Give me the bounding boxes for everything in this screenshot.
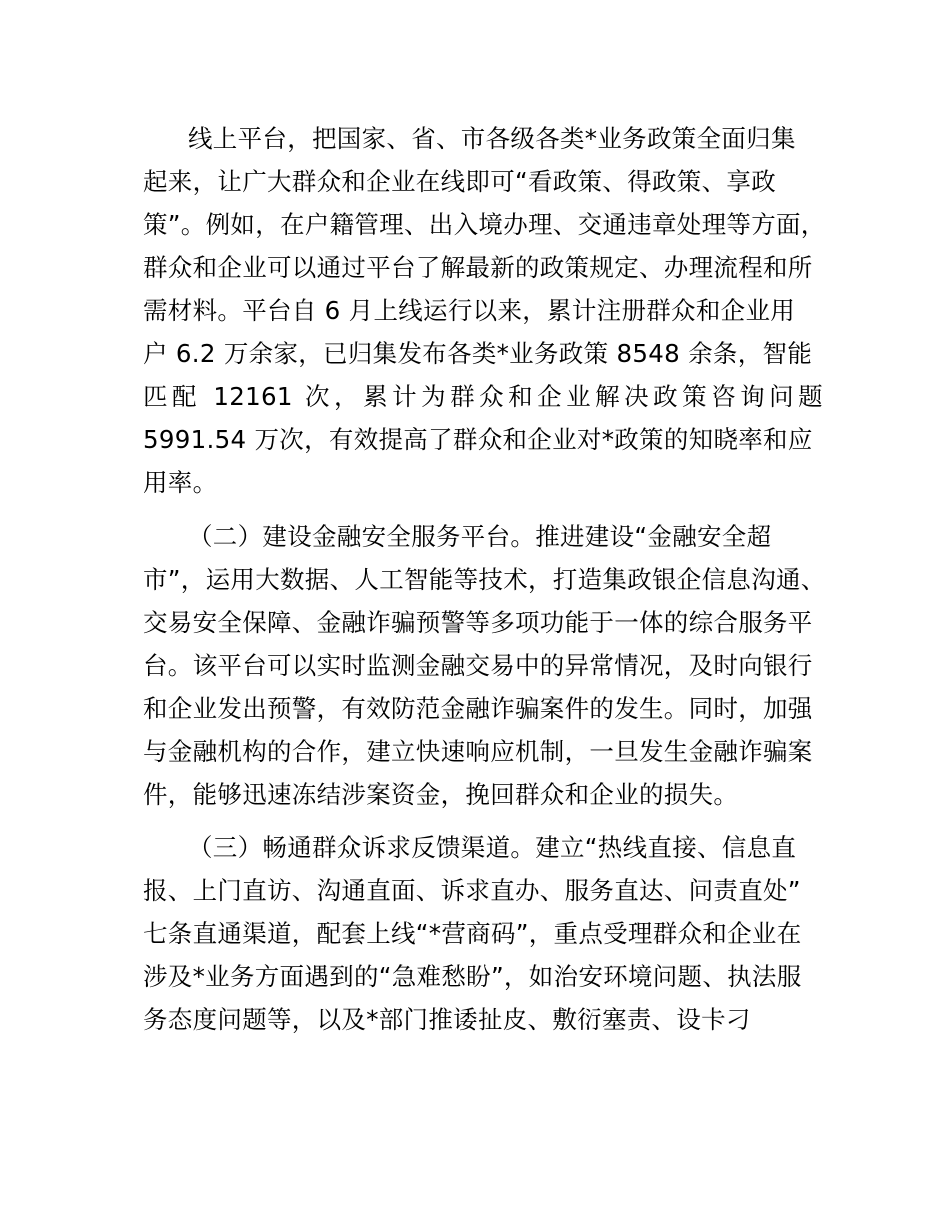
text-line: 用率。 — [143, 468, 218, 497]
text-line: 策”。例如，在户籍管理、出入境办理、交通违章处理等方面， — [143, 210, 826, 239]
text-line: 涉及*业务方面遇到的“急难愁盼”，如治安环境问题、执法服 — [143, 962, 802, 991]
text-line: 七条直通渠道，配套上线“*营商码”，重点受理群众和企业在 — [143, 919, 802, 948]
text-line: 与金融机构的合作，建立快速响应机制，一旦发生金融诈骗案 — [143, 737, 813, 766]
text-line: 报、上门直访、沟通直面、诉求直办、服务直达、问责直处” — [143, 876, 801, 905]
text-line: （二）建设金融安全服务平台。推进建设“金融安全超 — [188, 522, 772, 551]
text-line: 台。该平台可以实时监测金融交易中的异常情况，及时向银行 — [143, 651, 813, 680]
text-line: 件，能够迅速冻结涉案资金，挽回群众和企业的损失。 — [143, 780, 739, 809]
text-line: 需材料。平台自 6 月上线运行以来，累计注册群众和企业用 — [143, 296, 796, 325]
text-line: 线上平台，把国家、省、市各级各类*业务政策全面归集 — [188, 124, 796, 153]
paragraph-1 — [143, 117, 826, 504]
paragraph-3 — [143, 826, 823, 1041]
text-line: 起来，让广大群众和企业在线即可“看政策、得政策、享政 — [143, 167, 776, 196]
text-line: 匹配 12161 次，累计为群众和企业解决政策咨询问题 — [143, 382, 823, 411]
text-line: 和企业发出预警，有效防范金融诈骗案件的发生。同时，加强 — [143, 694, 813, 723]
paragraph-2 — [143, 515, 826, 816]
text-line: 群众和企业可以通过平台了解最新的政策规定、办理流程和所 — [143, 253, 813, 282]
text-line: 务态度问题等，以及*部门推诿扯皮、敷衍塞责、设卡刁 — [143, 1005, 751, 1034]
text-line: 市”，运用大数据、人工智能等技术，打造集政银企信息沟通、 — [143, 565, 826, 594]
text-line: （三）畅通群众诉求反馈渠道。建立“热线直接、信息直 — [188, 833, 797, 862]
text-line: 户 6.2 万余家，已归集发布各类*业务政策 8548 余条，智能 — [143, 339, 813, 368]
text-line: 交易安全保障、金融诈骗预警等多项功能于一体的综合服务平 — [143, 608, 813, 637]
text-line: 5991.54 万次，有效提高了群众和企业对*政策的知晓率和应 — [143, 425, 813, 454]
